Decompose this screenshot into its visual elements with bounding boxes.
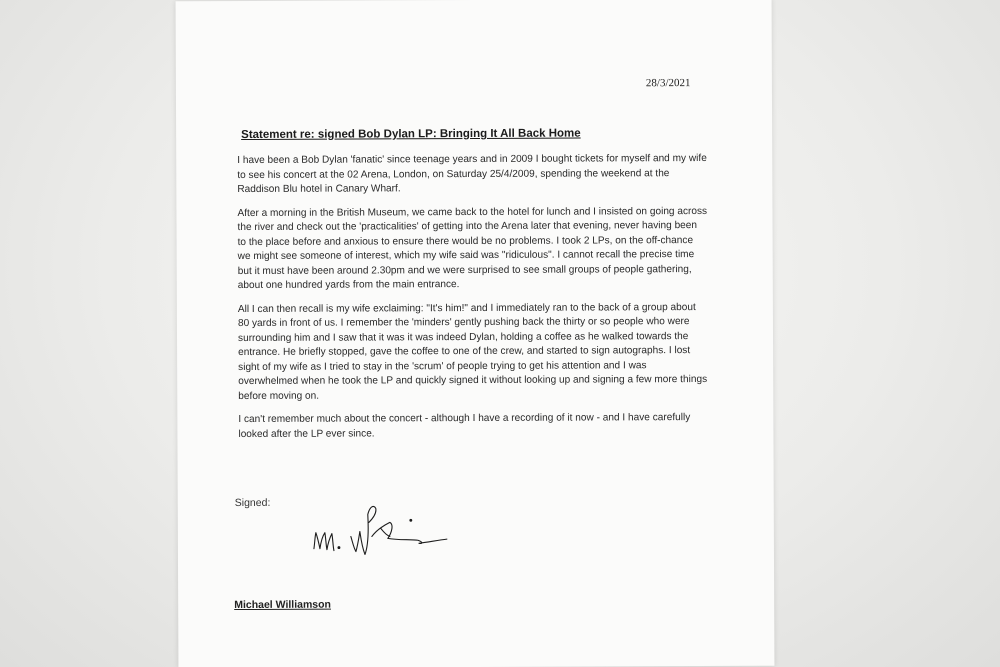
signed-label: Signed: <box>234 496 271 510</box>
statement-paragraph: I can't remember much about the concert - although I have a recording of it now - and I have carefully looked after the LP ever since. <box>238 412 691 440</box>
printed-name: Michael Williamson <box>234 598 331 612</box>
statement-paragraph: After a morning in the British Museum, we came back to the hotel for lunch and I insisted on going across the river and check out the 'practicalities' of getting into the Arena later that evening, never having been to the place before and anxious to ensure there would be no problems. I took 2 LPs, on the off-chance we might see someone of interest, which my wife said was "ridiculous". I cannot recall the precise time but it must have been around 2.30pm and we were surprised to see small groups of people gathering, about one hundred yards from the main entrance. <box>237 205 708 292</box>
statement-paragraph: I have been a Bob Dylan 'fanatic' since teenage years and in 2009 I bought tickets for myself and my wife to see his concert at the 02 Arena, London, on Saturday 25/4/2009, spending the weekend at the Raddison Blu hotel in Canary Wharf. <box>237 152 707 196</box>
statement-title: Statement re: signed Bob Dylan LP: Bringing It All Back Home <box>241 127 581 142</box>
statement-page <box>176 0 775 667</box>
statement-body <box>237 152 708 451</box>
statement-paragraph: All I can then recall is my wife exclaiming: "It's him!" and I immediately ran to the back of a group about 80 yards in front of us. I remember the 'minders' gently pushing back the thirty or so people who were surrounding him and I saw that it was it was indeed Dylan, holding a coffee as he walked towards the entrance. He briefly stopped, gave the coffee to one of the crew, and started to sign autographs. I lost sight of my wife as I tried to stay in the 'scrum' of people trying to get his attention and I was overwhelmed when he took the LP and quickly signed it without looking up and signing a few more things before moving on. <box>237 301 708 402</box>
handwritten-signature <box>306 496 451 569</box>
statement-date: 28/3/2021 <box>645 77 691 90</box>
